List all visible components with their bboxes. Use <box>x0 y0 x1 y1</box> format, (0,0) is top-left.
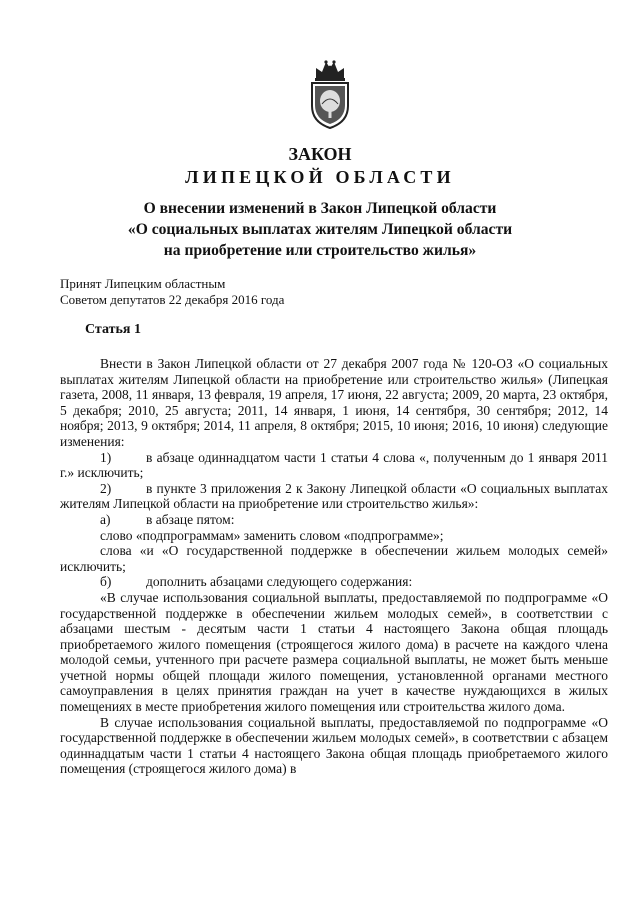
paragraph: В случае использования социальной выплаты, предоставляемой по подпрограмме «О государственной поддержке в обеспечении жильем молодых семей», в соответствии с абзацем одиннадцатым части 1 статьи 4 настоящего Закона общая площадь приобретаемого жилого помещения (строящегося жилого дома) в <box>60 714 608 777</box>
paragraph: Внести в Закон Липецкой области от 27 декабря 2007 года № 120-ОЗ «О социальных выплатах жителям Липецкой области на приобретение или строительство жилья» (Липецкая газета, 2008, 11 января, 13 февраля, 19 апреля, 17 июня, 22 августа; 2009, 20 марта, 23 октября, 5 декабря; 2010, 25 августа; 2011, 14 января, 1 июня, 14 сентября, 30 сентября; 2012, 14 ноября; 2013, 9 октября; 2014, 11 апреля, 8 октября; 2015, 10 июня; 2016, 10 июня) следующие изменения: <box>60 356 608 449</box>
law-heading <box>0 143 640 189</box>
adoption-line: Советом депутатов 22 декабря 2016 года <box>60 292 285 307</box>
subject-line: на приобретение или строительство жилья» <box>163 242 477 259</box>
list-label: б) <box>100 574 112 590</box>
paragraph: а) в абзаце пятом: <box>100 511 235 527</box>
list-label: 2) <box>100 480 112 496</box>
article-title: Статья 1 <box>85 322 141 337</box>
law-title: ЗАКОН <box>288 144 352 164</box>
coat-of-arms-icon <box>308 58 352 130</box>
adoption-note <box>60 276 284 308</box>
list-label: 1) <box>100 449 112 465</box>
article-body <box>60 356 608 777</box>
adoption-line: Принят Липецким областным <box>60 276 226 291</box>
region-title: ЛИПЕЦКОЙ ОБЛАСТИ <box>185 167 455 187</box>
law-subject <box>0 198 640 261</box>
list-label: а) <box>100 511 111 527</box>
paragraph: «В случае использования социальной выплаты, предоставляемой по подпрограмме «О государственной поддержке в обеспечении жильем молодых семей», в соответствии с абзацами шестым - десятым части 1 статьи 4 настоящего Закона общая площадь приобретаемого жилого помещения (строящегося жилого дома) в расчете на каждого члена молодой семьи, учтенного при расчете размера социальной выплаты, не может быть меньше учетной нормы общей площади жилого помещения, установленной органами местного самоуправления в целях принятия граждан на учет в качестве нуждающихся в жилых помещениях в месте приобретения жилого помещения или строительства жилого дома. <box>60 589 608 715</box>
subject-line: О внесении изменений в Закон Липецкой области <box>143 200 497 217</box>
subject-line: «О социальных выплатах жителям Липецкой области <box>127 221 513 238</box>
paragraph: б) дополнить абзацами следующего содержания: <box>100 574 413 590</box>
paragraph: 1) в абзаце одиннадцатом части 1 статьи 4 слова «, полученным до 1 января 2011 г.» исключить; <box>60 449 608 481</box>
paragraph: слово «подпрограммам» заменить словом «подпрограмме»; <box>100 527 444 543</box>
paragraph: 2) в пункте 3 приложения 2 к Закону Липецкой области «О социальных выплатах жителям Липецкой области на приобретение или строительство жилья»: <box>60 480 608 512</box>
paragraph: слова «и «О государственной поддержке в обеспечении жильем молодых семей» исключить; <box>60 543 608 574</box>
